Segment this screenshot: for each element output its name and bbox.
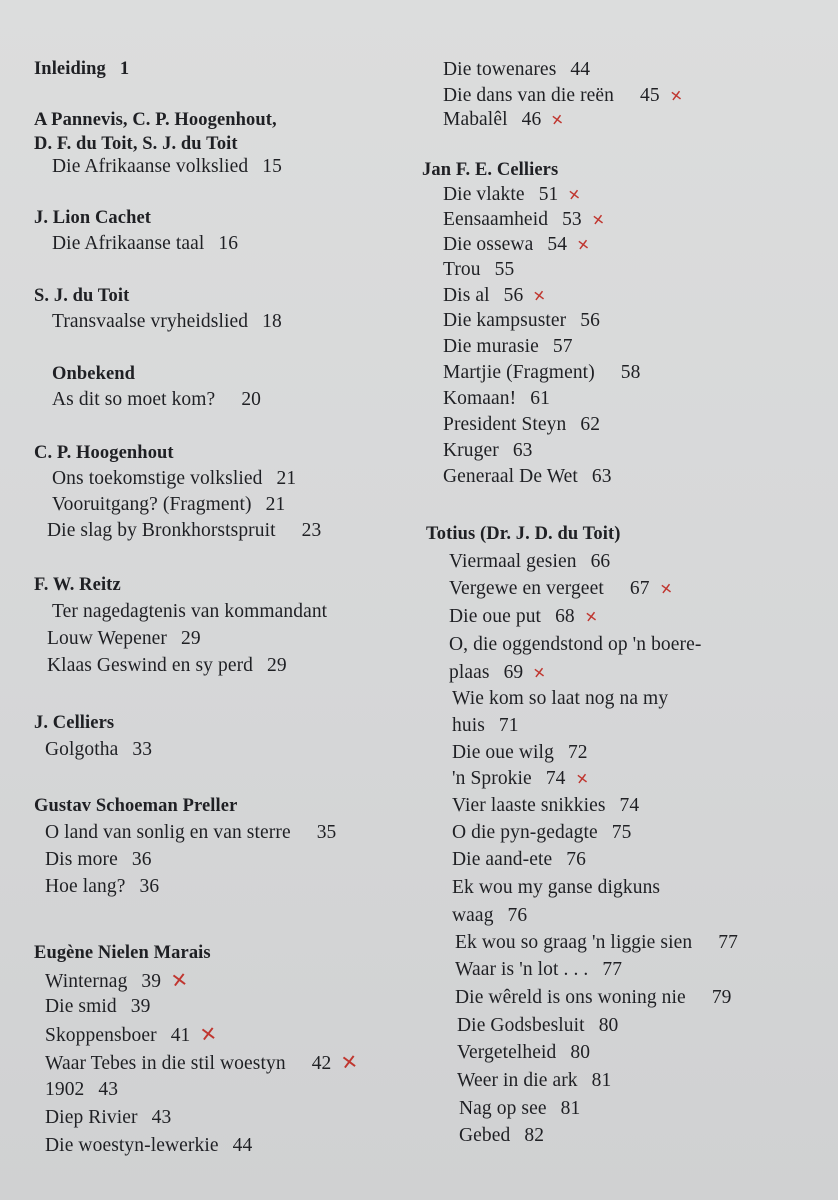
page-number: 36 xyxy=(131,849,152,870)
contents-entry xyxy=(457,1041,590,1065)
poem-title: Die woestyn-lewerkie xyxy=(45,1135,219,1156)
contents-entry xyxy=(457,1014,618,1038)
author-heading xyxy=(34,206,151,230)
author-heading xyxy=(34,441,174,465)
contents-entry xyxy=(45,848,152,872)
page-number: 74 xyxy=(619,795,640,816)
red-cross-mark-icon: ✕ xyxy=(532,663,548,683)
page-number: 62 xyxy=(580,414,601,435)
page-number: 63 xyxy=(512,440,533,461)
author-name: Eugène Nielen Marais xyxy=(34,943,211,963)
page-number: 56 xyxy=(503,285,524,306)
contents-entry xyxy=(45,875,159,899)
page-number: 77 xyxy=(602,959,623,980)
poem-title: Die kampsuster xyxy=(443,310,567,331)
contents-entry xyxy=(52,388,261,412)
poem-title: Wie kom so laat nog na my xyxy=(452,688,669,709)
page-number: 79 xyxy=(711,987,732,1008)
contents-entry xyxy=(52,232,238,256)
poem-title: Klaas Geswind en sy perd xyxy=(47,655,254,676)
poem-title: Die oue put xyxy=(449,606,542,627)
page-number: 61 xyxy=(530,388,550,409)
poem-title: President Steyn xyxy=(443,414,567,435)
page-number: 53 xyxy=(562,209,582,230)
contents-entry xyxy=(45,968,188,994)
page-number: 41 xyxy=(170,1025,191,1046)
poem-title: Gebed xyxy=(459,1125,511,1146)
poem-title: Nag op see xyxy=(459,1098,547,1119)
contents-entry xyxy=(443,58,590,82)
poem-title: Generaal De Wet xyxy=(443,466,578,487)
contents-entry xyxy=(443,387,550,411)
poem-title: Die slag by Bronkhorstspruit xyxy=(47,520,276,541)
author-heading xyxy=(34,284,129,308)
poem-title: O land van sonlig en van sterre xyxy=(45,822,291,843)
page-number: 80 xyxy=(598,1015,619,1036)
contents-entry xyxy=(443,258,514,282)
author-name: S. J. du Toit xyxy=(34,286,130,306)
page-number: 75 xyxy=(611,822,632,843)
page-number: 71 xyxy=(498,715,519,736)
contents-entry xyxy=(449,550,610,574)
page-number: 74 xyxy=(545,768,566,789)
poem-title: Die Afrikaanse volkslied xyxy=(52,156,249,177)
contents-entry xyxy=(52,155,282,179)
poem-title: As dit so moet kom? xyxy=(52,389,216,410)
page-number: 58 xyxy=(620,362,641,383)
page-number: 54 xyxy=(547,234,568,255)
contents-entry xyxy=(45,821,336,845)
contents-entry xyxy=(443,183,581,207)
contents-entry xyxy=(45,1106,171,1130)
poem-title: Eensaamheid xyxy=(443,209,549,230)
page-number: 76 xyxy=(507,905,528,926)
contents-entry xyxy=(452,741,588,765)
author-heading xyxy=(34,573,121,597)
poem-title: Waar is 'n lot . . . xyxy=(455,959,589,980)
page-number: 80 xyxy=(570,1042,591,1063)
poem-title: Die wêreld is ons woning nie xyxy=(455,987,686,1008)
page-number: 44 xyxy=(232,1135,253,1156)
author-name: A Pannevis, C. P. Hoogenhout, xyxy=(34,110,277,130)
page-number: 81 xyxy=(560,1098,581,1119)
author-heading xyxy=(34,711,114,735)
contents-entry xyxy=(452,714,519,738)
contents-entry xyxy=(459,1097,580,1121)
page-number: 76 xyxy=(566,849,586,870)
poem-title: Die murasie xyxy=(443,336,539,357)
contents-entry xyxy=(52,310,282,334)
poem-title: Die dans van die reën xyxy=(443,85,615,106)
page-number: 15 xyxy=(262,156,282,177)
page-number: 29 xyxy=(267,655,287,676)
poem-title: Die Afrikaanse taal xyxy=(52,233,205,254)
author-heading xyxy=(34,794,237,818)
page-number: 44 xyxy=(570,59,591,80)
page-number: 43 xyxy=(98,1079,119,1100)
poem-title: Dis al xyxy=(443,285,490,306)
poem-title: Trou xyxy=(443,259,481,280)
poem-title: Dis more xyxy=(45,849,118,870)
page-number: 23 xyxy=(301,520,322,541)
page-number: 16 xyxy=(218,233,239,254)
author-heading xyxy=(52,362,135,386)
poem-title: Die oue wilg xyxy=(452,742,554,763)
contents-entry xyxy=(45,995,150,1019)
poem-title: Ek wou so graag 'n liggie sien xyxy=(455,932,693,953)
contents-entry xyxy=(452,904,527,928)
contents-entry xyxy=(45,1050,358,1076)
page-number: 63 xyxy=(591,466,612,487)
author-name: J. Celliers xyxy=(34,713,115,733)
contents-entry xyxy=(45,1022,217,1048)
page-number: 69 xyxy=(503,662,524,683)
page-number: 29 xyxy=(181,628,201,649)
contents-entry xyxy=(47,654,287,678)
page-number: 51 xyxy=(538,184,559,205)
poem-title: Mabalêl xyxy=(443,109,508,130)
contents-entry xyxy=(443,108,564,132)
page-number: 18 xyxy=(262,311,282,332)
contents-entry xyxy=(449,661,546,685)
contents-entry xyxy=(443,284,546,308)
page-number: 57 xyxy=(552,336,573,357)
contents-entry xyxy=(452,794,639,818)
poem-title: Die Godsbesluit xyxy=(457,1015,585,1036)
page-number: 43 xyxy=(151,1107,172,1128)
poem-title: waag xyxy=(452,905,494,926)
author-name: J. Lion Cachet xyxy=(34,208,152,228)
poem-title: Die vlakte xyxy=(443,184,525,205)
contents-entry xyxy=(45,1078,118,1102)
poem-title: Golgotha xyxy=(45,739,119,760)
poem-title: Die smid xyxy=(45,996,117,1017)
red-cross-mark-icon: ✕ xyxy=(567,185,583,205)
poem-title: Vergewe en vergeet xyxy=(449,578,604,599)
page-number: 1 xyxy=(119,59,130,79)
author-name: C. P. Hoogenhout xyxy=(34,443,174,463)
author-heading xyxy=(34,941,211,965)
poem-title: Martjie (Fragment) xyxy=(443,362,595,383)
contents-entry xyxy=(452,767,588,791)
contents-entry xyxy=(449,605,597,629)
contents-entry xyxy=(455,931,738,955)
red-cross-mark-icon: ✕ xyxy=(590,210,606,230)
poem-title: Transvaalse vryheidslied xyxy=(52,311,249,332)
page-number: 45 xyxy=(640,85,660,106)
contents-entry xyxy=(452,821,631,845)
poem-title: Vier laaste snikkies xyxy=(452,795,606,816)
page-number: 68 xyxy=(555,606,575,627)
red-cross-mark-icon: ✕ xyxy=(583,607,599,627)
poem-title: Louw Wepener xyxy=(47,628,168,649)
red-cross-mark-icon: ✕ xyxy=(550,110,566,130)
contents-entry xyxy=(452,848,586,872)
poem-title: Viermaal gesien xyxy=(449,551,577,572)
poem-title: Ter nagedagtenis van kommandant xyxy=(52,601,328,622)
page-number: 21 xyxy=(276,468,297,489)
contents-entry xyxy=(47,519,321,543)
red-cross-mark-icon: ✕ xyxy=(658,579,674,599)
poem-title: Diep Rivier xyxy=(45,1107,138,1128)
poem-title: Komaan! xyxy=(443,388,517,409)
contents-entry xyxy=(443,465,612,489)
contents-entry xyxy=(47,627,201,651)
contents-entry xyxy=(52,467,296,491)
page-number: 35 xyxy=(316,822,337,843)
poem-title: Ons toekomstige volkslied xyxy=(52,468,263,489)
contents-entry xyxy=(45,1134,252,1158)
author-name: Jan F. E. Celliers xyxy=(422,160,559,180)
page-number: 81 xyxy=(591,1070,612,1091)
red-cross-mark-icon: ✕ xyxy=(169,966,190,994)
author-name: D. F. du Toit, S. J. du Toit xyxy=(34,134,238,154)
page-number: 46 xyxy=(521,109,542,130)
author-heading xyxy=(422,158,558,182)
poem-title: Waar Tebes in die stil woestyn xyxy=(45,1053,286,1074)
page-number: 42 xyxy=(311,1053,332,1074)
poem-title: Winternag xyxy=(45,971,128,992)
poem-title: O, die oggendstond op 'n boere- xyxy=(449,634,702,655)
contents-entry xyxy=(455,958,622,982)
author-heading xyxy=(426,522,621,546)
page-number: 20 xyxy=(241,389,262,410)
contents-entry xyxy=(443,233,590,257)
contents-entry xyxy=(449,577,672,601)
red-cross-mark-icon: ✕ xyxy=(574,769,590,789)
poem-title: Ek wou my ganse digkuns xyxy=(452,877,661,898)
author-name: F. W. Reitz xyxy=(34,575,121,595)
contents-entry xyxy=(443,439,533,463)
page-number: 82 xyxy=(524,1125,545,1146)
poem-title: Die towenares xyxy=(443,59,557,80)
contents-entry xyxy=(443,361,641,385)
red-cross-mark-icon: ✕ xyxy=(575,235,591,255)
poem-title: plaas xyxy=(449,662,490,683)
page-number: 67 xyxy=(629,578,650,599)
author-heading xyxy=(34,108,277,132)
contents-entry xyxy=(443,208,604,232)
poem-title: Weer in die ark xyxy=(457,1070,578,1091)
poem-title: Vooruitgang? (Fragment) xyxy=(52,494,252,515)
red-cross-mark-icon: ✕ xyxy=(532,286,548,306)
author-name: Onbekend xyxy=(52,364,136,384)
page-number: 36 xyxy=(139,876,160,897)
poem-title: Vergetelheid xyxy=(457,1042,557,1063)
red-cross-mark-icon: ✕ xyxy=(668,86,684,106)
page-number: 55 xyxy=(494,259,515,280)
author-name: Inleiding xyxy=(34,59,106,79)
poem-title: Skoppensboer xyxy=(45,1025,157,1046)
author-name: Gustav Schoeman Preller xyxy=(34,796,238,816)
page-number: 56 xyxy=(580,310,600,331)
poem-title: 'n Sprokie xyxy=(452,768,532,789)
author-heading xyxy=(34,57,129,81)
red-cross-mark-icon: ✕ xyxy=(198,1020,219,1048)
page-number: 21 xyxy=(265,494,286,515)
contents-entry xyxy=(443,413,600,437)
poem-title: huis xyxy=(452,715,485,736)
contents-entry xyxy=(52,493,285,517)
poem-title: Die aand-ete xyxy=(452,849,553,870)
page-number: 72 xyxy=(567,742,588,763)
contents-entry xyxy=(457,1069,611,1093)
poem-title: Die ossewa xyxy=(443,234,534,255)
poem-title: Hoe lang? xyxy=(45,876,126,897)
author-heading xyxy=(34,132,238,156)
page-number: 39 xyxy=(141,971,162,992)
contents-entry xyxy=(443,84,682,108)
contents-entry xyxy=(452,876,660,900)
contents-entry xyxy=(452,687,668,711)
red-cross-mark-icon: ✕ xyxy=(339,1048,360,1076)
contents-entry xyxy=(443,335,573,359)
page-number: 39 xyxy=(130,996,151,1017)
contents-entry xyxy=(443,309,600,333)
author-name: Totius (Dr. J. D. du Toit) xyxy=(426,524,621,544)
contents-entry xyxy=(455,986,732,1010)
contents-entry xyxy=(449,633,701,657)
poem-title: O die pyn-gedagte xyxy=(452,822,598,843)
page-number: 77 xyxy=(718,932,738,953)
contents-entry xyxy=(45,738,152,762)
poem-title: Kruger xyxy=(443,440,499,461)
page-number: 66 xyxy=(590,551,611,572)
contents-entry xyxy=(459,1124,544,1148)
poem-title: 1902 xyxy=(45,1079,85,1100)
page-number: 33 xyxy=(132,739,153,760)
contents-entry xyxy=(52,600,327,624)
